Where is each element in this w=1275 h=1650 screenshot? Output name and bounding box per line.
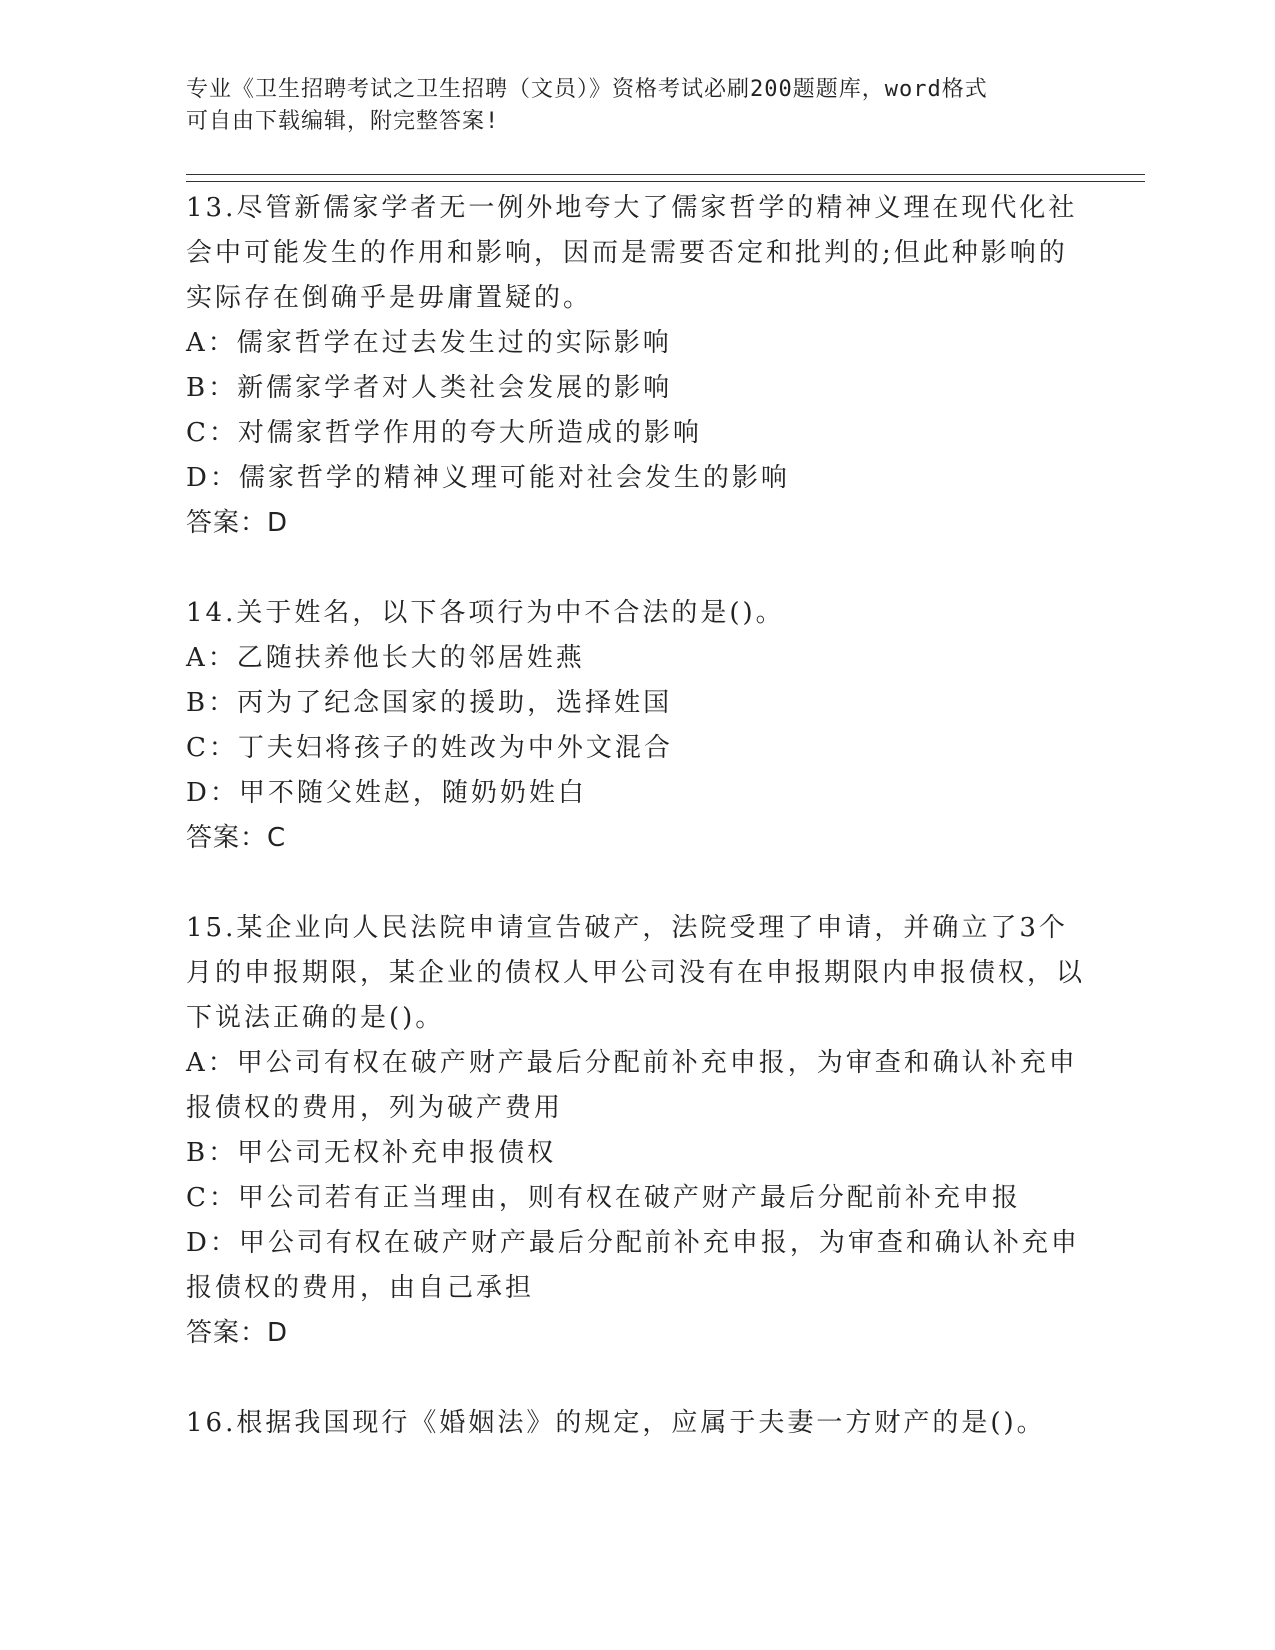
question-16 bbox=[186, 1401, 1086, 1446]
header-line-2: 可自由下载编辑，附完整答案! bbox=[186, 109, 500, 134]
option-d: D：甲不随父姓赵，随奶奶姓白 bbox=[186, 778, 587, 808]
question-spacer bbox=[186, 1356, 1086, 1401]
header-divider-bottom bbox=[186, 181, 1145, 182]
option-b: B：丙为了纪念国家的援助，选择姓国 bbox=[186, 688, 673, 718]
option-b: B：新儒家学者对人类社会发展的影响 bbox=[186, 373, 673, 403]
question-list bbox=[186, 186, 1086, 1446]
option-c: C：甲公司若有正当理由，则有权在破产财产最后分配前补充申报 bbox=[186, 1183, 1021, 1213]
question-stem: 14.关于姓名，以下各项行为中不合法的是()。 bbox=[186, 598, 785, 628]
option-d: D：儒家哲学的精神义理可能对社会发生的影响 bbox=[186, 463, 790, 493]
question-14 bbox=[186, 591, 1086, 861]
question-spacer bbox=[186, 861, 1086, 906]
question-13 bbox=[186, 186, 1086, 546]
option-c: C：对儒家哲学作用的夸大所造成的影响 bbox=[186, 418, 702, 448]
option-a: A：乙随扶养他长大的邻居姓燕 bbox=[186, 643, 585, 673]
question-15 bbox=[186, 906, 1086, 1356]
answer: 答案：D bbox=[186, 1318, 289, 1348]
document-header bbox=[186, 74, 1066, 138]
option-d: D：甲公司有权在破产财产最后分配前补充申报，为审查和确认补充申报债权的费用，由自己承担 bbox=[186, 1228, 1080, 1303]
header-divider-top bbox=[186, 174, 1145, 175]
option-c: C：丁夫妇将孩子的姓改为中外文混合 bbox=[186, 733, 673, 763]
option-b: B：甲公司无权补充申报债权 bbox=[186, 1138, 557, 1168]
answer: 答案：C bbox=[186, 823, 287, 853]
question-spacer bbox=[186, 546, 1086, 591]
question-stem: 15.某企业向人民法院申请宣告破产，法院受理了申请，并确立了3个月的申报期限，某企业的债权人甲公司没有在申报期限内申报债权，以下说法正确的是()。 bbox=[186, 913, 1086, 1033]
option-a: A：甲公司有权在破产财产最后分配前补充申报，为审查和确认补充申报债权的费用，列为破产费用 bbox=[186, 1048, 1078, 1123]
option-a: A：儒家哲学在过去发生过的实际影响 bbox=[186, 328, 672, 358]
answer: 答案：D bbox=[186, 508, 289, 538]
question-stem: 13.尽管新儒家学者无一例外地夸大了儒家哲学的精神义理在现代化社会中可能发生的作用和影响，因而是需要否定和批判的;但此种影响的实际存在倒确乎是毋庸置疑的。 bbox=[186, 193, 1078, 313]
header-line-1: 专业《卫生招聘考试之卫生招聘（文员）》资格考试必刷200题题库，word格式 bbox=[186, 77, 988, 102]
question-stem: 16.根据我国现行《婚姻法》的规定，应属于夫妻一方财产的是()。 bbox=[186, 1408, 1046, 1438]
